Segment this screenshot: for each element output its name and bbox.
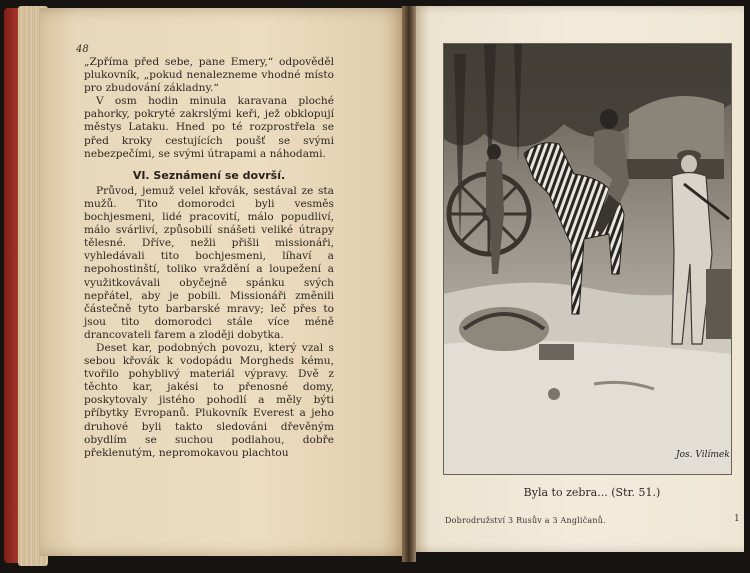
page-footer-number: 1	[734, 514, 740, 524]
left-page-text	[84, 56, 334, 460]
book-gutter	[402, 6, 416, 562]
paragraph-caravan: V osm hodin minula karavana ploché pahorky, pokryté zakrslými keři, jež obklopují městys Lataku. Hned po té rozprostřela se před kroky cestujících poušť se svými nebezpečími, se svými útrapami a náhodami.	[84, 95, 334, 160]
illustration-zebra-scene	[443, 43, 732, 475]
paragraph-dialogue: „Zpříma před sebe, pane Emery,“ odpověděl plukovník, „pokud nenalezneme vhodné místo pro zbudování základny.“	[84, 56, 334, 95]
chapter-heading: VI. Seznámení se dovrší.	[132, 168, 286, 182]
paragraph-carts: Deset kar, podobných povozu, který vzal s sebou křovák k vodopádu Morgheds kému, tvořilo pohyblivý materiál výpravy. Dvě z těchto kar, jakési to přenosné domy, poskytovaly jistého pohodlí a měly býti příbytky Evropanů. Plukovník Everest a jeho druhové byli takto sledováni dřevěným obydlím se suchou podlahou, dobře překlenutým, nepromokavou plachtou	[84, 341, 334, 459]
page-number: 48	[76, 44, 89, 55]
illustration-drawing	[444, 44, 731, 474]
paragraph-procession: Průvod, jemuž velel křovák, sestával ze sta mužů. Tito domorodci byli vesměs bochjesmeni, lidé pracovití, málo popudliví, málo svárliví, způsobilí snášeti veliké útrapy tělesné. Dříve, nežli přišli missionáři, vyhledávali tito bochjesmeni, líhaví a nepohostinští, toliko vraždění a loupežení a využitkovávali obyčejně spánku svých nepřátel, aby je pobili. Missionáři změnili částečně tyto barbarské mravy; leč přes to jsou tito domorodci stále více méně drancovateli farem a zloději dobytka.	[84, 184, 334, 341]
illustration-caption: Byla to zebra... (Str. 51.)	[523, 486, 661, 499]
page-footer-title: Dobrodružství 3 Rusův a 3 Angličanů.	[445, 516, 606, 525]
illustrator-signature: Jos. Vilímek	[676, 450, 730, 460]
